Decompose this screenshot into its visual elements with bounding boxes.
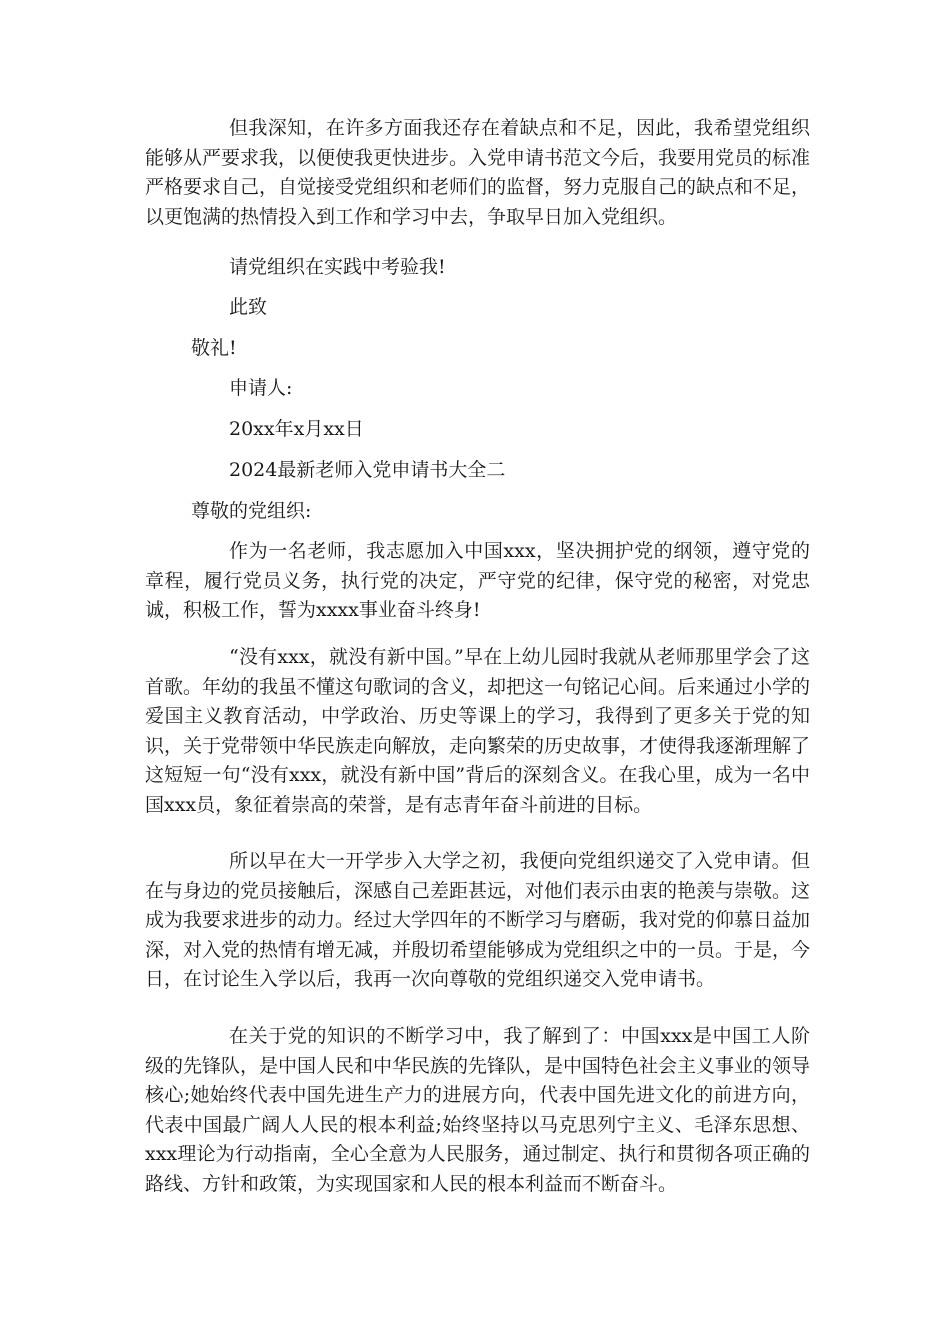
section-title: 2024最新老师入党申请书大全二	[229, 459, 506, 481]
applicant-label: 申请人:	[229, 377, 293, 399]
paragraph-university: 所以早在大一开学步入大学之初，我便向党组织递交了入党申请。但在与身边的党员接触后，深感自己差距甚远，对他们表示由衷的艳羡与崇敬。这成为我要求进步的动力。经过大学四年的不断学习与磨砺，我对党的仰慕日益加深，对入党的热情有增无减，并殷切希望能够成为党组织之中的一员。于是，今日，在讨论生入学以后，我再一次向尊敬的党组织递交入党申请书。	[145, 850, 811, 990]
paragraph-pledge: 作为一名老师，我志愿加入中国xxx，坚决拥护党的纲领，遵守党的章程，履行党员义务，执行党的决定，严守党的纪律，保守党的秘密，对党忠诚，积极工作，誓为xxxx事业奋斗终身!	[145, 540, 810, 621]
paragraph-song: “没有xxx，就没有新中国。”早在上幼儿园时我就从老师那里学会了这首歌。年幼的我虽不懂这句歌词的含义，却把这一句铭记心间。后来通过小学的爱国主义教育活动，中学政治、历史等课上的学习，我得到了更多关于党的知识，关于党带领中华民族走向解放，走向繁荣的历史故事，才使得我逐渐理解了这短短一句“没有xxx，就没有新中国”背后的深刻含义。在我心里，成为一名中国xxx员，象征着崇高的荣誉，是有志青年奋斗前进的目标。	[145, 646, 811, 816]
date-line: 20xx年x月xx日	[229, 418, 364, 440]
closing: 此致	[229, 296, 268, 318]
paragraph-party-knowledge: 在关于党的知识的不断学习中，我了解到了：中国xxx是中国工人阶级的先锋队，是中国人民和中华民族的先锋队，是中国特色社会主义事业的领导核心;她始终代表中国先进生产力的进展方向，代表中国先进文化的前进方向，代表中国最广阔人人民的根本利益;始终坚持以马克思列宁主义、毛泽东思想、xxx理论为行动指南，全心全意为人民服务，通过制定、执行和贯彻各项正确的路线、方针和政策，为实现国家和人民的根本利益而不断奋斗。	[145, 1025, 811, 1195]
salute: 敬礼!	[191, 337, 237, 359]
greeting: 尊敬的党组织:	[191, 500, 312, 522]
request-line: 请党组织在实践中考验我!	[229, 256, 446, 278]
paragraph-commitment: 但我深知，在许多方面我还存在着缺点和不足，因此，我希望党组织能够从严要求我，以便使我更快进步。入党申请书范文今后，我要用党员的标准严格要求自己，自觉接受党组织和老师们的监督，努力克服自己的缺点和不足，以更饱满的热情投入到工作和学习中去，争取早日加入党组织。	[145, 117, 811, 228]
